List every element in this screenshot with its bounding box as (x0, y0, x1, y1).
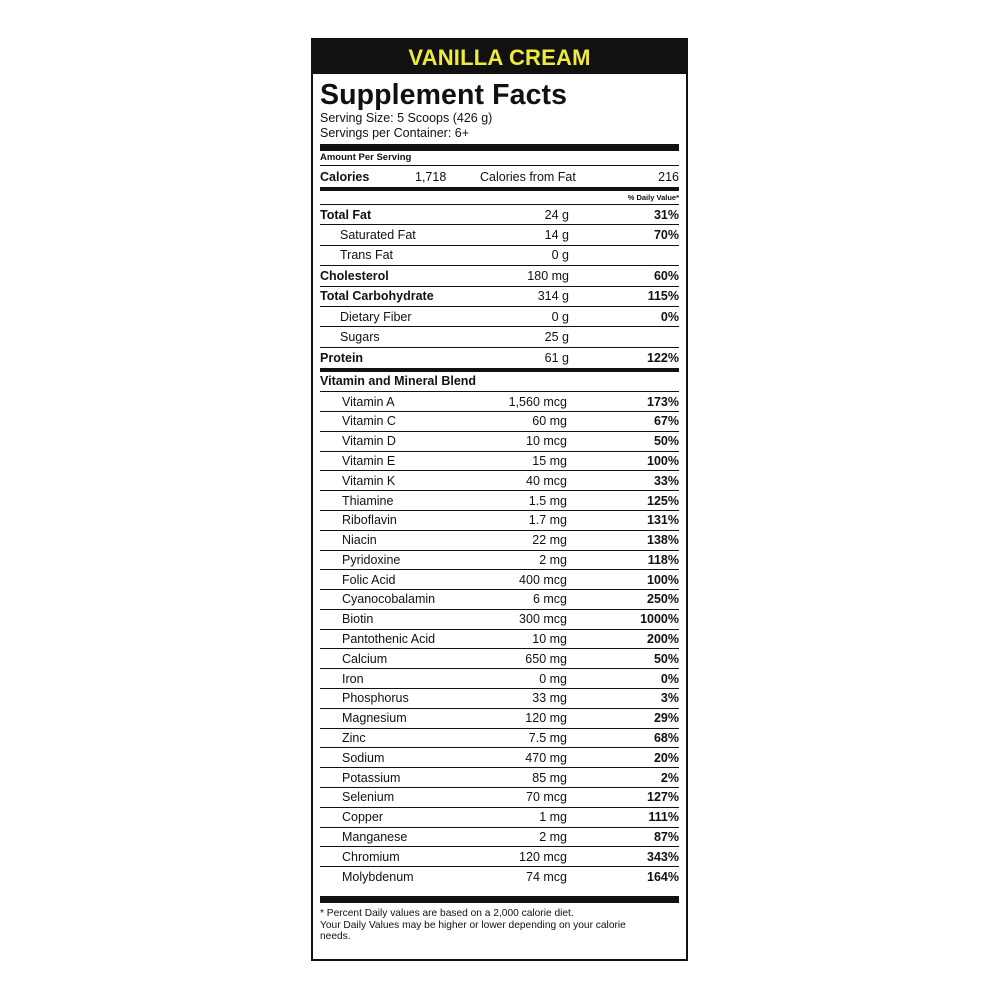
vitamin-row (320, 788, 679, 808)
vitamin-name: Sodium (342, 750, 385, 765)
nutrient-daily-value: 70% (653, 228, 679, 243)
vitamin-row (320, 748, 679, 768)
vitamin-row (320, 392, 679, 412)
vitamin-row (320, 669, 679, 689)
vitamin-amount: 60 mg (532, 414, 567, 429)
vitamin-amount: 6 mcg (532, 592, 567, 607)
vitamin-daily-value: 0% (660, 671, 679, 686)
calories-from-fat-value: 216 (658, 169, 679, 184)
vitamin-amount: 10 mg (532, 632, 567, 647)
panel-title: Supplement Facts (320, 79, 568, 111)
vitamin-name: Molybdenum (342, 870, 414, 885)
nutrient-list (320, 205, 679, 368)
vitamin-row (320, 689, 679, 709)
vitamin-name: Vitamin D (342, 434, 396, 449)
vitamin-row (320, 709, 679, 729)
vitamin-daily-value: 111% (648, 810, 679, 825)
calories-label: Calories (320, 169, 370, 184)
vitamin-daily-value: 87% (653, 830, 679, 845)
vitamin-daily-value: 138% (647, 533, 679, 548)
nutrient-daily-value: 60% (653, 268, 679, 283)
vitamin-amount: 120 mg (525, 711, 567, 726)
nutrient-row (320, 348, 679, 368)
vitamin-name: Vitamin E (342, 453, 396, 468)
vitamin-row (320, 630, 679, 650)
vitamin-name: Copper (342, 810, 383, 825)
vitamin-name: Chromium (342, 849, 400, 864)
nutrient-name: Dietary Fiber (340, 309, 412, 324)
vitamin-daily-value: 29% (653, 711, 679, 726)
nutrient-name: Sugars (340, 330, 380, 345)
nutrient-row (320, 205, 679, 225)
vitamin-name: Vitamin C (342, 414, 396, 429)
vitamin-row (320, 432, 679, 452)
nutrient-amount: 0 g (551, 248, 569, 263)
vitamin-amount: 1.5 mg (528, 493, 567, 508)
vitamin-name: Magnesium (342, 711, 407, 726)
vitamin-daily-value: 68% (653, 731, 679, 746)
nutrient-amount: 24 g (544, 207, 569, 222)
vitamin-daily-value: 33% (653, 473, 679, 488)
vitamin-daily-value: 100% (647, 572, 679, 587)
vitamin-amount: 2 mg (539, 830, 567, 845)
nutrient-name: Saturated Fat (340, 228, 416, 243)
nutrient-daily-value: 31% (653, 207, 679, 222)
vitamin-amount: 300 mcg (519, 612, 567, 627)
vitamin-daily-value: 131% (647, 513, 679, 528)
vitamin-daily-value: 100% (647, 453, 679, 468)
nutrient-name: Cholesterol (320, 268, 389, 283)
nutrient-amount: 0 g (551, 309, 569, 324)
supplement-facts-panel (311, 38, 688, 961)
vitamin-daily-value: 1000% (640, 612, 679, 627)
divider-footer (320, 896, 679, 903)
vitamin-daily-value: 343% (647, 849, 679, 864)
calories-value: 1,718 (415, 169, 447, 184)
vitamin-amount: 7.5 mg (528, 731, 567, 746)
vitamin-amount: 120 mcg (519, 849, 567, 864)
vitamin-name: Selenium (342, 790, 395, 805)
blend-title: Vitamin and Mineral Blend (320, 372, 679, 392)
vitamin-name: Folic Acid (342, 572, 396, 587)
nutrient-amount: 180 mg (527, 268, 569, 283)
nutrient-amount: 25 g (544, 330, 569, 345)
vitamin-daily-value: 125% (647, 493, 679, 508)
vitamin-row (320, 412, 679, 432)
vitamin-row (320, 828, 679, 848)
servings-per-container: Servings per Container: 6+ (320, 126, 470, 140)
vitamin-daily-value: 173% (647, 394, 679, 409)
divider-thick (320, 144, 679, 151)
vitamin-amount: 74 mcg (526, 870, 567, 885)
vitamin-daily-value: 67% (653, 414, 679, 429)
vitamin-amount: 650 mg (525, 651, 567, 666)
footnote-line-1: * Percent Daily values are based on a 2,000 calorie diet. (320, 908, 574, 920)
vitamin-name: Phosphorus (342, 691, 409, 706)
vitamin-row (320, 570, 679, 590)
vitamin-amount: 70 mcg (526, 790, 567, 805)
vitamin-row (320, 610, 679, 630)
vitamin-amount: 15 mg (532, 453, 567, 468)
vitamin-daily-value: 164% (647, 870, 679, 885)
serving-size: Serving Size: 5 Scoops (426 g) (320, 111, 493, 125)
footnote-line-3: needs. (320, 931, 351, 943)
vitamin-daily-value: 200% (647, 632, 679, 647)
calories-from-fat-label: Calories from Fat (480, 169, 576, 184)
nutrient-amount: 314 g (537, 289, 569, 304)
vitamin-daily-value: 3% (660, 691, 679, 706)
nutrient-daily-value: 122% (647, 350, 679, 365)
nutrient-name: Trans Fat (340, 248, 394, 263)
vitamin-name: Vitamin K (342, 473, 396, 488)
nutrient-row (320, 266, 679, 286)
vitamin-row (320, 452, 679, 472)
vitamin-name: Vitamin A (342, 394, 395, 409)
vitamin-daily-value: 2% (660, 770, 679, 785)
vitamin-daily-value: 50% (653, 434, 679, 449)
vitamin-amount: 40 mcg (526, 473, 567, 488)
daily-value-header: % Daily Value* (320, 191, 679, 205)
nutrient-row (320, 327, 679, 347)
vitamin-name: Calcium (342, 651, 388, 666)
nutrient-name: Total Carbohydrate (320, 289, 434, 304)
vitamin-daily-value: 20% (653, 750, 679, 765)
nutrient-daily-value: 0% (660, 309, 679, 324)
vitamin-name: Zinc (342, 731, 366, 746)
vitamin-name: Manganese (342, 830, 408, 845)
vitamin-daily-value: 118% (647, 552, 679, 567)
vitamin-name: Riboflavin (342, 513, 397, 528)
vitamin-row (320, 551, 679, 571)
vitamin-list (320, 392, 679, 887)
vitamin-amount: 470 mg (525, 750, 567, 765)
vitamin-row (320, 768, 679, 788)
vitamin-name: Cyanocobalamin (342, 592, 436, 607)
vitamin-amount: 10 mcg (526, 434, 567, 449)
vitamin-daily-value: 250% (647, 592, 679, 607)
vitamin-name: Pantothenic Acid (342, 632, 436, 647)
nutrient-name: Total Fat (320, 207, 372, 222)
vitamin-row (320, 511, 679, 531)
vitamin-row (320, 590, 679, 610)
calories-row (320, 166, 679, 187)
vitamin-row (320, 867, 679, 887)
vitamin-name: Potassium (342, 770, 401, 785)
vitamin-name: Niacin (342, 533, 377, 548)
vitamin-name: Biotin (342, 612, 374, 627)
nutrient-row (320, 287, 679, 307)
vitamin-amount: 0 mg (539, 671, 567, 686)
flavor-banner: VANILLA CREAM (313, 40, 686, 74)
vitamin-name: Thiamine (342, 493, 394, 508)
nutrient-daily-value: 115% (647, 289, 679, 304)
nutrient-amount: 14 g (544, 228, 569, 243)
nutrient-row (320, 225, 679, 245)
vitamin-amount: 1.7 mg (528, 513, 567, 528)
vitamin-amount: 1 mg (539, 810, 567, 825)
vitamin-amount: 400 mcg (519, 572, 567, 587)
nutrient-row (320, 307, 679, 327)
vitamin-row (320, 808, 679, 828)
vitamin-daily-value: 127% (647, 790, 679, 805)
vitamin-row (320, 531, 679, 551)
vitamin-name: Pyridoxine (342, 552, 401, 567)
amount-per-serving: Amount Per Serving (320, 151, 679, 166)
vitamin-row (320, 847, 679, 867)
vitamin-amount: 2 mg (539, 552, 567, 567)
vitamin-amount: 85 mg (532, 770, 567, 785)
vitamin-amount: 22 mg (532, 533, 567, 548)
nutrient-row (320, 246, 679, 266)
vitamin-row (320, 649, 679, 669)
nutrient-amount: 61 g (544, 350, 569, 365)
vitamin-amount: 33 mg (532, 691, 567, 706)
vitamin-row (320, 471, 679, 491)
vitamin-daily-value: 50% (653, 651, 679, 666)
vitamin-name: Iron (342, 671, 364, 686)
vitamin-row (320, 491, 679, 511)
footnote (320, 908, 679, 943)
vitamin-row (320, 729, 679, 749)
nutrient-name: Protein (320, 350, 364, 365)
footnote-line-2: Your Daily Values may be higher or lower depending on your calorie (320, 919, 626, 931)
vitamin-amount: 1,560 mcg (508, 394, 567, 409)
